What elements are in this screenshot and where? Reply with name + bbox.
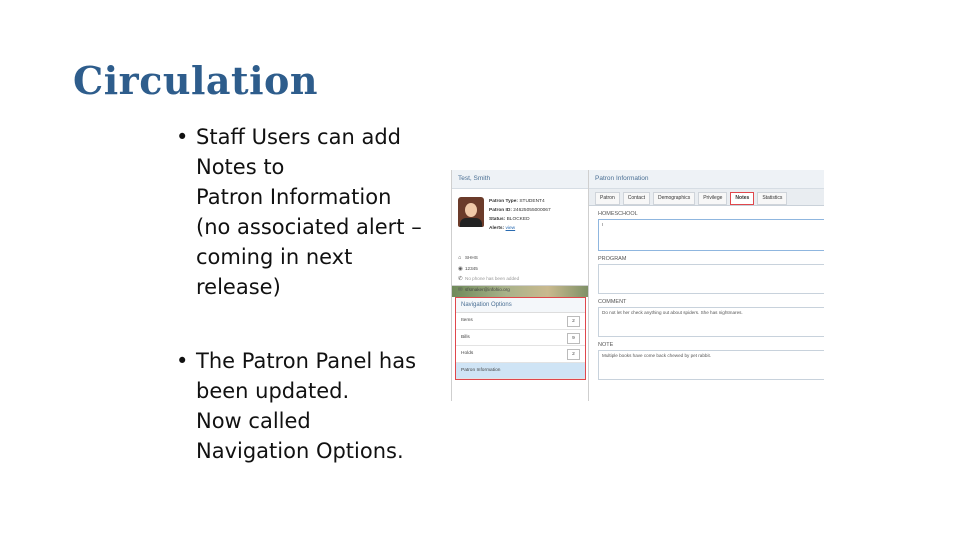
nav-item-count: 9 — [567, 333, 580, 344]
bullet-line: Navigation Options. — [196, 439, 404, 463]
section-label-program: PROGRAM — [598, 256, 627, 262]
nav-item-label: Holds — [461, 351, 474, 356]
bullet-line: release) — [196, 275, 281, 299]
nav-item-holds[interactable] — [456, 346, 585, 363]
patron-information-title: Patron Information — [589, 170, 824, 189]
nav-item-bills[interactable] — [456, 330, 585, 347]
tab-patron[interactable]: Patron — [595, 192, 620, 205]
bullet-line: Notes to — [196, 155, 285, 179]
email-value: sfsmaker@infohio.org — [465, 286, 510, 292]
nav-item-label: Patron Information — [461, 367, 501, 373]
tab-demographics[interactable]: Demographics — [653, 192, 695, 205]
section-label-note: NOTE — [598, 342, 614, 348]
navigation-options-panel — [455, 297, 586, 380]
nav-item-items[interactable] — [456, 313, 585, 330]
bullet-dot: • — [176, 125, 189, 149]
comment-text: Do not let her check anything out about spiders. She has nightmares. — [602, 310, 743, 315]
slide-title: Circulation — [73, 58, 318, 103]
homeschool-field[interactable] — [598, 219, 824, 251]
nav-item-count: 2 — [567, 349, 580, 360]
bullet-dot: • — [176, 349, 189, 373]
homeschool-text: I — [602, 222, 604, 227]
note-text: Multiple books have come back chewed by pet rabbit. — [602, 353, 712, 358]
tab-notes[interactable]: Notes — [730, 192, 754, 205]
patron-photo — [458, 197, 484, 227]
phone-value: No phone has been added — [465, 276, 520, 281]
patron-id-value: 24625055000067 — [513, 208, 551, 213]
tab-contact[interactable]: Contact — [623, 192, 650, 205]
section-label-comment: COMMENT — [598, 299, 627, 305]
tab-statistics[interactable]: Statistics — [757, 192, 787, 205]
phone-icon: ✆ — [458, 276, 463, 282]
nav-item-label: Bills — [461, 334, 470, 340]
alerts-view-link[interactable]: view — [505, 226, 516, 231]
bullet-item-notes — [176, 122, 446, 302]
location-icon: ◉ — [458, 265, 463, 272]
program-field[interactable] — [598, 264, 824, 294]
navigation-options-title: Navigation Options — [456, 298, 585, 313]
email-icon: ✉ — [458, 286, 463, 293]
bullet-line: Patron Information — [196, 185, 392, 209]
tab-privilege[interactable]: Privilege — [698, 192, 727, 205]
patron-panel-screenshot — [451, 170, 589, 401]
nav-item-patron-information[interactable] — [456, 363, 585, 380]
patron-details — [489, 197, 551, 233]
bullet-line: been updated. — [196, 379, 350, 403]
patron-alerts-label: Alerts: — [489, 226, 505, 231]
note-field[interactable] — [598, 350, 824, 380]
patron-name-header: Test, Smith — [452, 170, 589, 189]
patron-contact — [458, 253, 519, 295]
patron-info-tabs — [589, 189, 824, 206]
bullet-line: The Patron Panel has — [196, 349, 417, 373]
bullet-list — [176, 122, 446, 466]
bullet-line: coming in next — [196, 245, 353, 269]
bullet-line: Staff Users can add — [196, 125, 401, 149]
patron-status-value: BLOCKED — [506, 217, 530, 222]
school-value: SHHS — [465, 255, 478, 260]
patron-type-value: STUDENT4 — [519, 199, 545, 204]
patron-id-label: Patron ID: — [489, 208, 512, 213]
school-icon: ⌂ — [458, 255, 462, 261]
patron-type-label: Patron Type: — [489, 199, 518, 204]
bullet-line: Now called — [196, 409, 311, 433]
section-label-homeschool: HOMESCHOOL — [598, 211, 638, 217]
patron-card — [452, 189, 589, 293]
nav-item-label: Items — [461, 318, 473, 323]
comment-field[interactable] — [598, 307, 824, 337]
bullet-line: (no associated alert – — [196, 215, 422, 239]
nav-item-count: 2 — [567, 316, 580, 327]
grade-value: 12345 — [465, 265, 478, 271]
patron-information-screenshot — [588, 170, 824, 401]
bullet-item-panel — [176, 346, 446, 466]
patron-status-label: Status: — [489, 217, 506, 222]
